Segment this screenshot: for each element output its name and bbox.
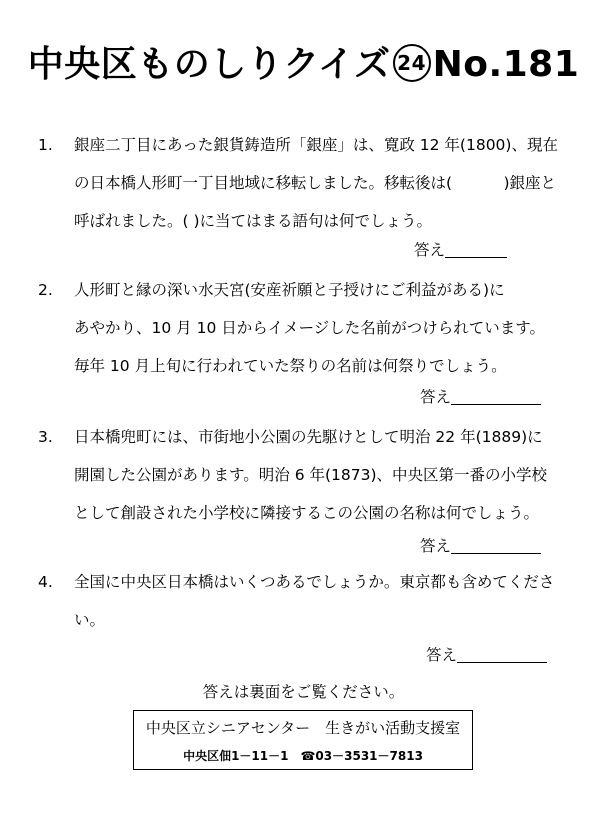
question-line: 全国に中央区日本橋はいくつあるでしょうか。東京都も含めてくださ (74, 573, 555, 591)
question-number: 4. (38, 573, 53, 591)
issue-circled-number: 24 (393, 44, 431, 82)
answer-label: 答え (414, 241, 446, 259)
question-line: 人形町と縁の深い水天宮(安産祈願と子授けにご利益がある)に (74, 281, 505, 299)
answer-field-1[interactable] (414, 240, 507, 260)
question-line: い。 (74, 611, 106, 629)
quiz-title (0, 40, 607, 90)
question-text (74, 563, 578, 639)
question-text (74, 271, 578, 385)
question-line: として創設された小学校に隣接するこの公園の名称は何でしょう。 (74, 504, 540, 522)
organization-name: 中央区立シニアセンター 生きがい活動支援室 (145, 719, 461, 737)
answer-label: 答え (420, 537, 452, 555)
answer-label: 答え (426, 646, 458, 664)
question-line: 日本橋兜町には、市街地小公園の先駆けとして明治 22 年(1889)に (74, 428, 543, 446)
question-text (74, 418, 578, 532)
question-number: 2. (38, 281, 53, 299)
answer-line[interactable] (457, 646, 547, 663)
question-number: 1. (38, 136, 53, 154)
answer-label: 答え (420, 388, 452, 406)
question-line: 呼ばれました。( )に当てはまる語句は何でしょう。 (74, 212, 433, 230)
address-phone: 中央区佃1－11－1 ☎03－3531－7813 (183, 749, 423, 763)
question-line: あやかり、10 月 10 日からイメージした名前がつけられています。 (74, 319, 546, 337)
question-line: 毎年 10 月上旬に行われていた祭りの名前は何祭りでしょう。 (74, 357, 507, 375)
question-text (74, 126, 578, 240)
question-line: の日本橋人形町一丁目地域に移転しました。移転後は( )銀座と (74, 174, 557, 192)
question-line: 開園した公園があります。明治 6 年(1873)、中央区第一番の小学校 (74, 466, 548, 484)
answer-line[interactable] (451, 537, 541, 554)
question-number: 3. (38, 428, 53, 446)
answer-line[interactable] (445, 241, 507, 258)
answer-note: 答えは裏面をご覧ください。 (202, 683, 405, 701)
answer-field-4[interactable] (426, 645, 547, 665)
question-line: 銀座二丁目にあった銀貨鋳造所「銀座」は、寛政 12 年(1800)、現在 (74, 136, 558, 154)
contact-box (133, 710, 473, 770)
title-main: 中央区ものしりクイズ (27, 44, 391, 85)
answer-line[interactable] (451, 388, 541, 405)
answer-field-2[interactable] (420, 387, 541, 407)
title-number: No.181 (432, 44, 580, 85)
answer-field-3[interactable] (420, 536, 541, 556)
